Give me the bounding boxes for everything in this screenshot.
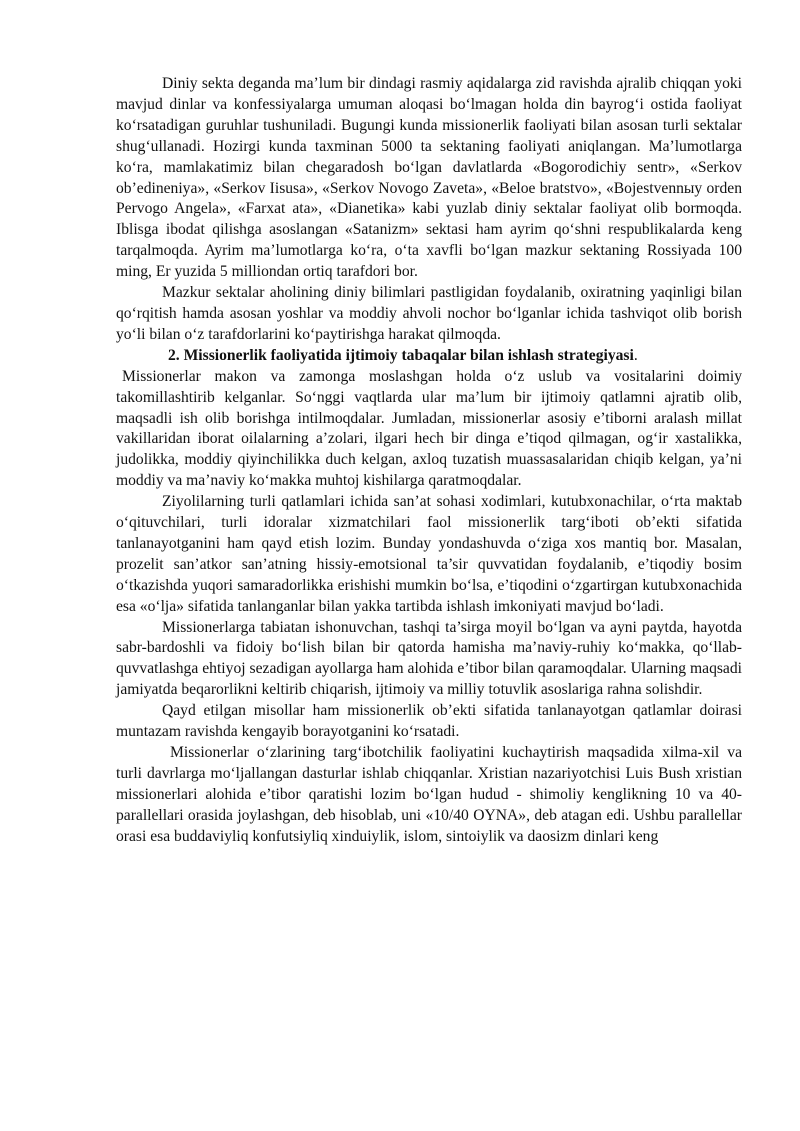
paragraph-missionary-methods: Missionerlar makon va zamonga moslashgan holda o‘z uslub va vositalarini doimiy takomillashtirib kelganlar. So‘nggi vaqtlarda ular ma’lum bir ijtimoiy qatlamni ajratib olib, maqsadli ish olib borishga intilmoqdalar. Jumladan, missionerlar asosiy e’tiborni aralash millat vakillaridan iborat oilalarning a’zolari, ilgari hech bir dinga e’tiqod qilmagan, og‘ir xastalikka, judolikka, moddiy qiyinchilikka duch kelgan, axloq tuzatish muassasalaridan chiqib kelgan, ya’ni moddiy va ma’naviy ko‘makka muhtoj kishilarga qaratmoqdalar. <box>116 367 742 490</box>
section-heading-tail: . <box>633 346 638 364</box>
section-heading-text: 2. Missionerlik faoliyatida ijtimoiy tabaqalar bilan ishlash strategiyasi <box>168 346 634 364</box>
paragraph-sects-definition: Diniy sekta deganda ma’lum bir dindagi rasmiy aqidalarga zid ravishda ajralib chiqqan yoki mavjud dinlar va konfessiyalarga umuman aloqasi bo‘lmagan holda din bayrog‘i ostida faoliyat ko‘rsatadigan guruhlar tushuniladi. Bugungi kunda missionerlik faoliyati bilan asosan turli sektalar shug‘ullanadi. Hozirgi kunda taxminan 5000 ta sektaning faoliyati aniqlangan. Ma’lumotlarga ko‘ra, mamlakatimiz bilan chegaradosh bo‘lgan davlatlarda «Bogorodichiy sentr», «Serkov ob’edineniya», «Serkov Iisusa», «Serkov Novogo Zaveta», «Beloe bratstvo», «Bojestvennыy orden Pervogo Angela», «Farxat ata», «Dianetika» kabi yuzlab diniy sektalar faoliyat olib bormoqda. Iblisga ibodat qilishga asoslangan «Satanizm» sektasi ham ayrim qo‘shni respublikalarda keng tarqalmoqda. Ayrim ma’lumotlarga ko‘ra, o‘ta xavfli bo‘lgan mazkur sektaning Rossiyada 100 ming, Er yuzida 5 milliondan ortiq tarafdori bor. <box>116 75 742 281</box>
document-page <box>116 74 742 848</box>
paragraph-sect-tactics: Mazkur sektalar aholining diniy bilimlari pastligidan foydalanib, oxiratning yaqinligi bilan qo‘rqitish hamda asosan yoshlar va moddiy ahvoli nochor bo‘lganlar ichida tashviqot olib borish yo‘li bilan o‘z tarafdorlarini ko‘paytirishga harakat qilmoqda. <box>116 284 742 343</box>
paragraph-women: Missionerlarga tabiatan ishonuvchan, tashqi ta’sirga moyil bo‘lgan va ayni paytda, hayotda sabr-bardoshli va fidoiy bo‘lish bilan bir qatorda hamisha ma’naviy-ruhiy ko‘makka, qo‘llab-quvvatlashga ehtiyoj sezadigan ayollarga ham alohida e’tibor bilan qaramoqdalar. Ularning maqsadi jamiyatda beqarorlikni keltirib chiqarish, ijtimoiy va milliy totuvlik asoslariga rahna solishdir. <box>116 618 742 699</box>
paragraph-10-40-window: Missionerlar o‘zlarining targ‘ibotchilik faoliyatini kuchaytirish maqsadida xilma-xil va turli davrlarga mo‘ljallangan dasturlar ishlab chiqqanlar. Xristian nazariyotchisi Luis Bush xristian missionerlari alohida e’tibor qaratishi lozim bo‘lgan hudud - shimoliy kenglikning 10 va 40-parallellari orasida joylashgan, deb hisoblab, uni «10/40 OYNA», deb atagan edi. Ushbu parallellar orasi esa buddaviyliq konfutsiyliq xinduiylik, islom, sintoiylik va daosizm dinlari keng <box>116 744 742 845</box>
section-heading <box>116 346 742 367</box>
paragraph-intelligentsia: Ziyolilarning turli qatlamlari ichida san’at sohasi xodimlari, kutubxonachilar, o‘rta maktab o‘qituvchilari, turli idoralar xizmatchilari faol missionerlik targ‘iboti ob’ekti sifatida tanlanayotganini ham qayd etish lozim. Bunday yondashuvda o‘ziga xos mantiq bor. Masalan, prozelit san’atkor san’atning hissiy-emotsional ta’sir quvvatidan foydalanib, e’tiqodiy bosim o‘tkazishda yuqori samaradorlikka erishishi mumkin bo‘lsa, e’tiqodini o‘zgartirgan kutubxonachida esa «o‘lja» sifatida tanlanganlar bilan yakka tartibda ishlash imkoniyati mavjud bo‘ladi. <box>116 493 742 615</box>
paragraph-expanding-targets: Qayd etilgan misollar ham missionerlik ob’ekti sifatida tanlanayotgan qatlamlar doirasi muntazam ravishda kengayib borayotganini ko‘rsatadi. <box>116 702 742 741</box>
